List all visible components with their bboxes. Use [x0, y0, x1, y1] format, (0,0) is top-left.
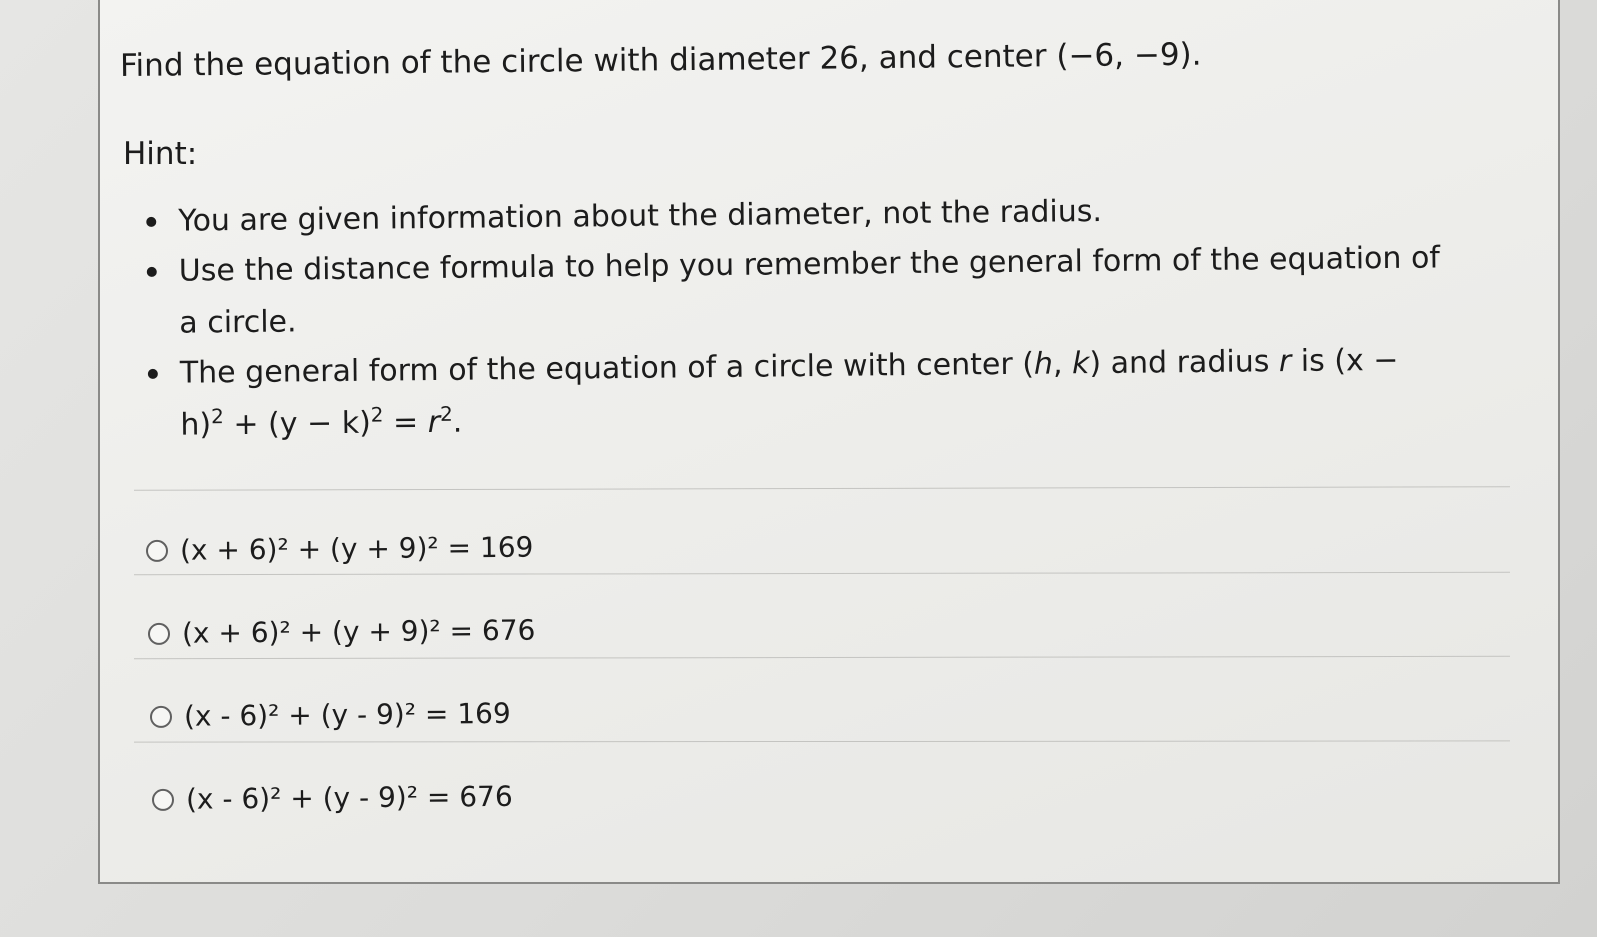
- radio-button[interactable]: [152, 788, 174, 810]
- hint-item-text: Use the distance formula to help you remember the general form of the equation of a circle.: [178, 240, 1441, 341]
- hint-item-text: You are given information about the diameter, not the radius.: [178, 193, 1103, 239]
- hint-list: [144, 182, 1447, 452]
- answer-option-label: (x + 6)² + (y + 9)² = 676: [181, 613, 536, 650]
- option-divider: [134, 656, 1510, 659]
- hint-label: Hint:: [123, 136, 198, 172]
- question-card: [98, 0, 1560, 884]
- hint-item-general-form: [146, 334, 1447, 452]
- answer-option-label: (x + 6)² + (y + 9)² = 169: [179, 530, 534, 567]
- question-text: Find the equation of the circle with diameter 26, and center (−6, −9).: [119, 36, 1202, 84]
- radio-button[interactable]: [148, 622, 170, 644]
- options-divider: [134, 486, 1510, 491]
- answer-option-1[interactable]: [146, 531, 534, 567]
- hint-general-form-text: The general form of the equation of a circle with center (h, k) and radius r is $(x - h)^2 + (y - k)^2 = r^2$.: [179, 342, 1399, 443]
- answer-option-4[interactable]: [152, 780, 513, 816]
- answer-option-2[interactable]: [148, 614, 536, 650]
- answer-option-3[interactable]: [150, 697, 511, 733]
- radio-button[interactable]: [146, 539, 168, 561]
- answer-option-label: (x - 6)² + (y - 9)² = 169: [183, 696, 511, 733]
- bullet-icon: [146, 217, 156, 227]
- option-divider: [134, 740, 1510, 742]
- hint-item-distance-formula: [145, 232, 1446, 350]
- bullet-icon: [148, 369, 158, 379]
- bullet-icon: [147, 267, 157, 277]
- option-divider: [134, 572, 1510, 575]
- answer-option-label: (x - 6)² + (y - 9)² = 676: [185, 779, 513, 816]
- radio-button[interactable]: [150, 705, 172, 727]
